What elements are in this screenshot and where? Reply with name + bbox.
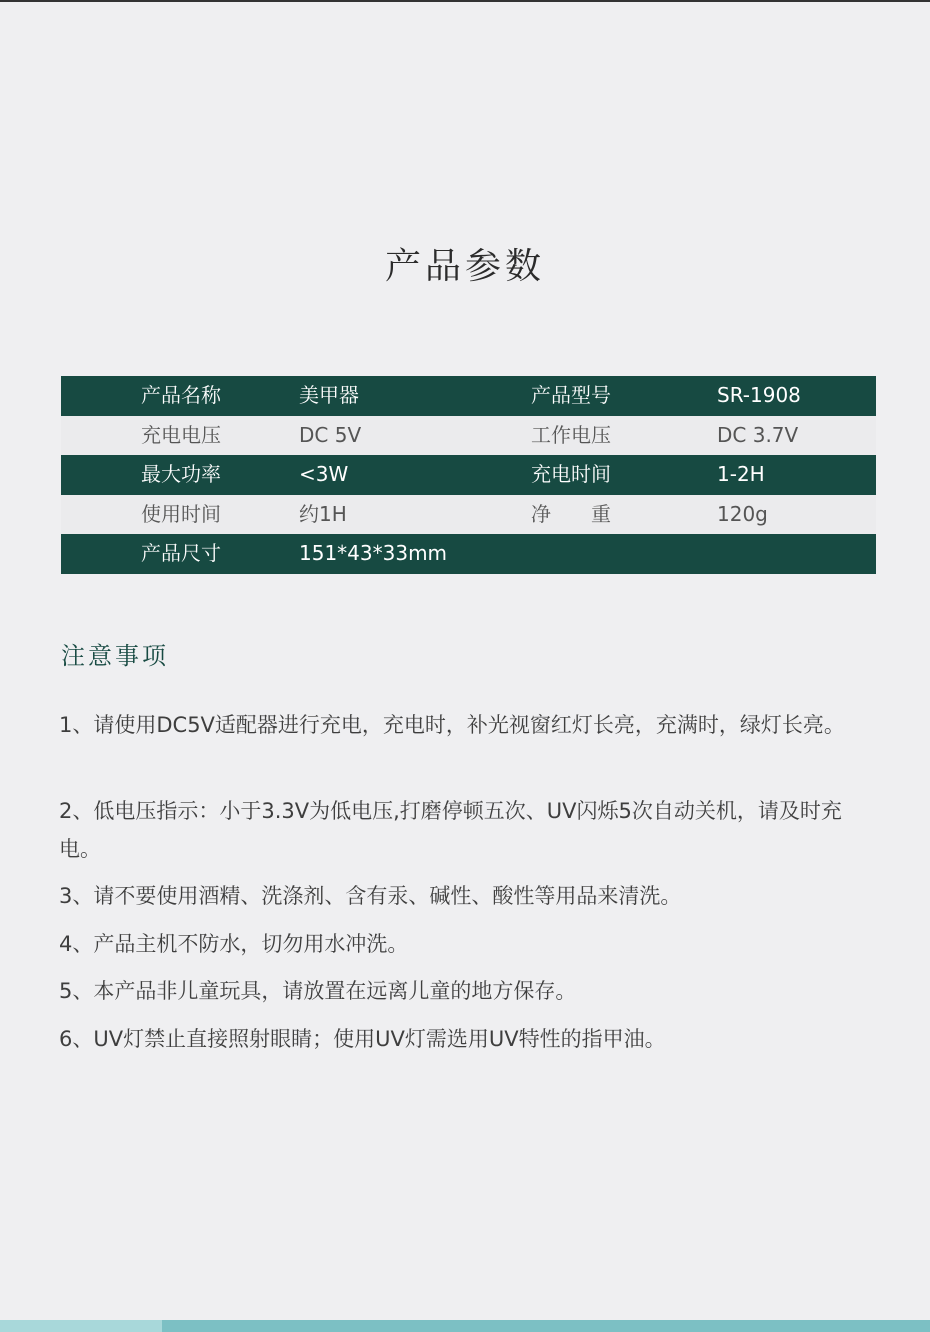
top-divider [0,0,930,2]
spec-label: 充电时间 [531,462,611,487]
note-item: 3、请不要使用酒精、洗涤剂、含有汞、碱性、酸性等用品来清洗。 [59,884,682,908]
spec-value: DC 3.7V [717,422,799,447]
table-row [61,534,876,574]
note-item: 2、低电压指示：小于3.3V为低电压,打磨停顿五次、UV闪烁5次自动关机，请及时充电。 [59,799,842,861]
spec-label: 净 重 [531,501,611,526]
spec-value: 约1H [299,501,347,526]
spec-label: 产品型号 [531,383,611,407]
spec-value: 151*43*33mm [299,541,448,566]
note-item: 6、UV灯禁止直接照射眼睛；使用UV灯需选用UV特性的指甲油。 [59,1027,666,1051]
note-item: 4、产品主机不防水，切勿用水冲洗。 [59,932,409,956]
table-row [61,416,876,456]
bottom-accent-segment [0,1320,162,1332]
spec-table [61,376,876,574]
table-row [61,376,876,416]
spec-value: 1-2H [717,462,765,487]
spec-value: DC 5V [299,422,362,447]
notes-heading: 注意事项 [61,642,169,670]
spec-label: 充电电压 [141,422,221,447]
table-row [61,495,876,535]
spec-label: 使用时间 [141,501,221,526]
note-item: 1、请使用DC5V适配器进行充电，充电时，补光视窗红灯长亮，充满时，绿灯长亮。 [59,713,845,737]
spec-label: 工作电压 [531,422,611,447]
spec-value: 120g [717,501,768,526]
spec-label: 最大功率 [141,462,221,487]
spec-label: 产品尺寸 [141,541,221,566]
note-item: 5、本产品非儿童玩具，请放置在远离儿童的地方保存。 [59,979,577,1003]
spec-value: 美甲器 [299,383,359,407]
page-title: 产品参数 [384,246,545,287]
spec-label: 产品名称 [141,383,221,407]
spec-value: <3W [299,462,349,487]
spec-value: SR-1908 [717,383,801,407]
table-row [61,455,876,495]
